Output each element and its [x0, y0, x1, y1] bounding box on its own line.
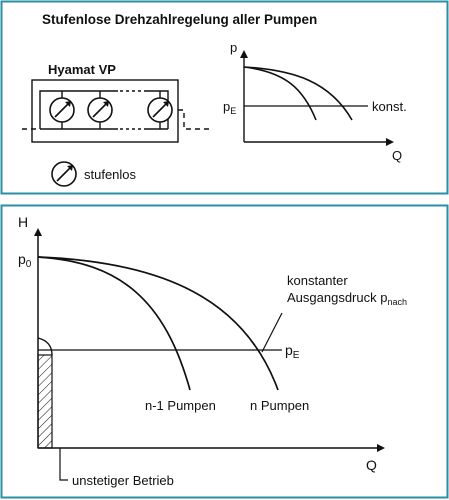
konst-label: konst.	[372, 99, 407, 114]
series-label-n: n Pumpen	[250, 398, 310, 413]
pump-station-schematic	[22, 80, 212, 142]
stufenlos-pump-icon	[52, 162, 76, 186]
top-title: Stufenlose Drehzahlregelung aller Pumpen	[42, 12, 318, 27]
p0-label: $p_0$	[18, 251, 32, 270]
small-curve-outer	[244, 67, 352, 120]
big-y-label: H	[18, 214, 29, 230]
curve-n	[38, 257, 278, 390]
annotation-line1: konstanter	[287, 273, 348, 288]
hyamat-label: Hyamat VP	[48, 62, 116, 77]
small-x-label: Q	[392, 148, 403, 163]
series-label-n-minus-1: n-1 Pumpen	[145, 398, 216, 413]
pump-icon	[148, 98, 172, 122]
hatch-callout-leader	[60, 448, 68, 480]
curve-n-minus-1	[38, 257, 190, 390]
pump-icon	[88, 98, 112, 122]
unsteady-arc	[38, 338, 52, 355]
bottom-panel	[2, 206, 448, 498]
top-panel	[2, 2, 448, 194]
small-y-label: p	[230, 40, 238, 55]
stufenlos-label: stufenlos	[84, 167, 137, 182]
pe-label: $p_E$	[285, 342, 300, 361]
hatch-callout-label: unstetiger Betrieb	[72, 473, 174, 488]
small-pq-chart	[223, 40, 407, 163]
bottom-panel-frame	[2, 206, 448, 498]
big-x-label: Q	[366, 457, 377, 473]
unsteady-hatch-region	[38, 355, 52, 448]
annotation-line2: Ausgangsdruck $p_{nach}$	[287, 290, 407, 307]
pump-icon	[50, 98, 74, 122]
small-pe-label: $p_E$	[223, 99, 237, 116]
annotation-leader	[262, 313, 282, 352]
small-curve-inner	[244, 67, 316, 120]
